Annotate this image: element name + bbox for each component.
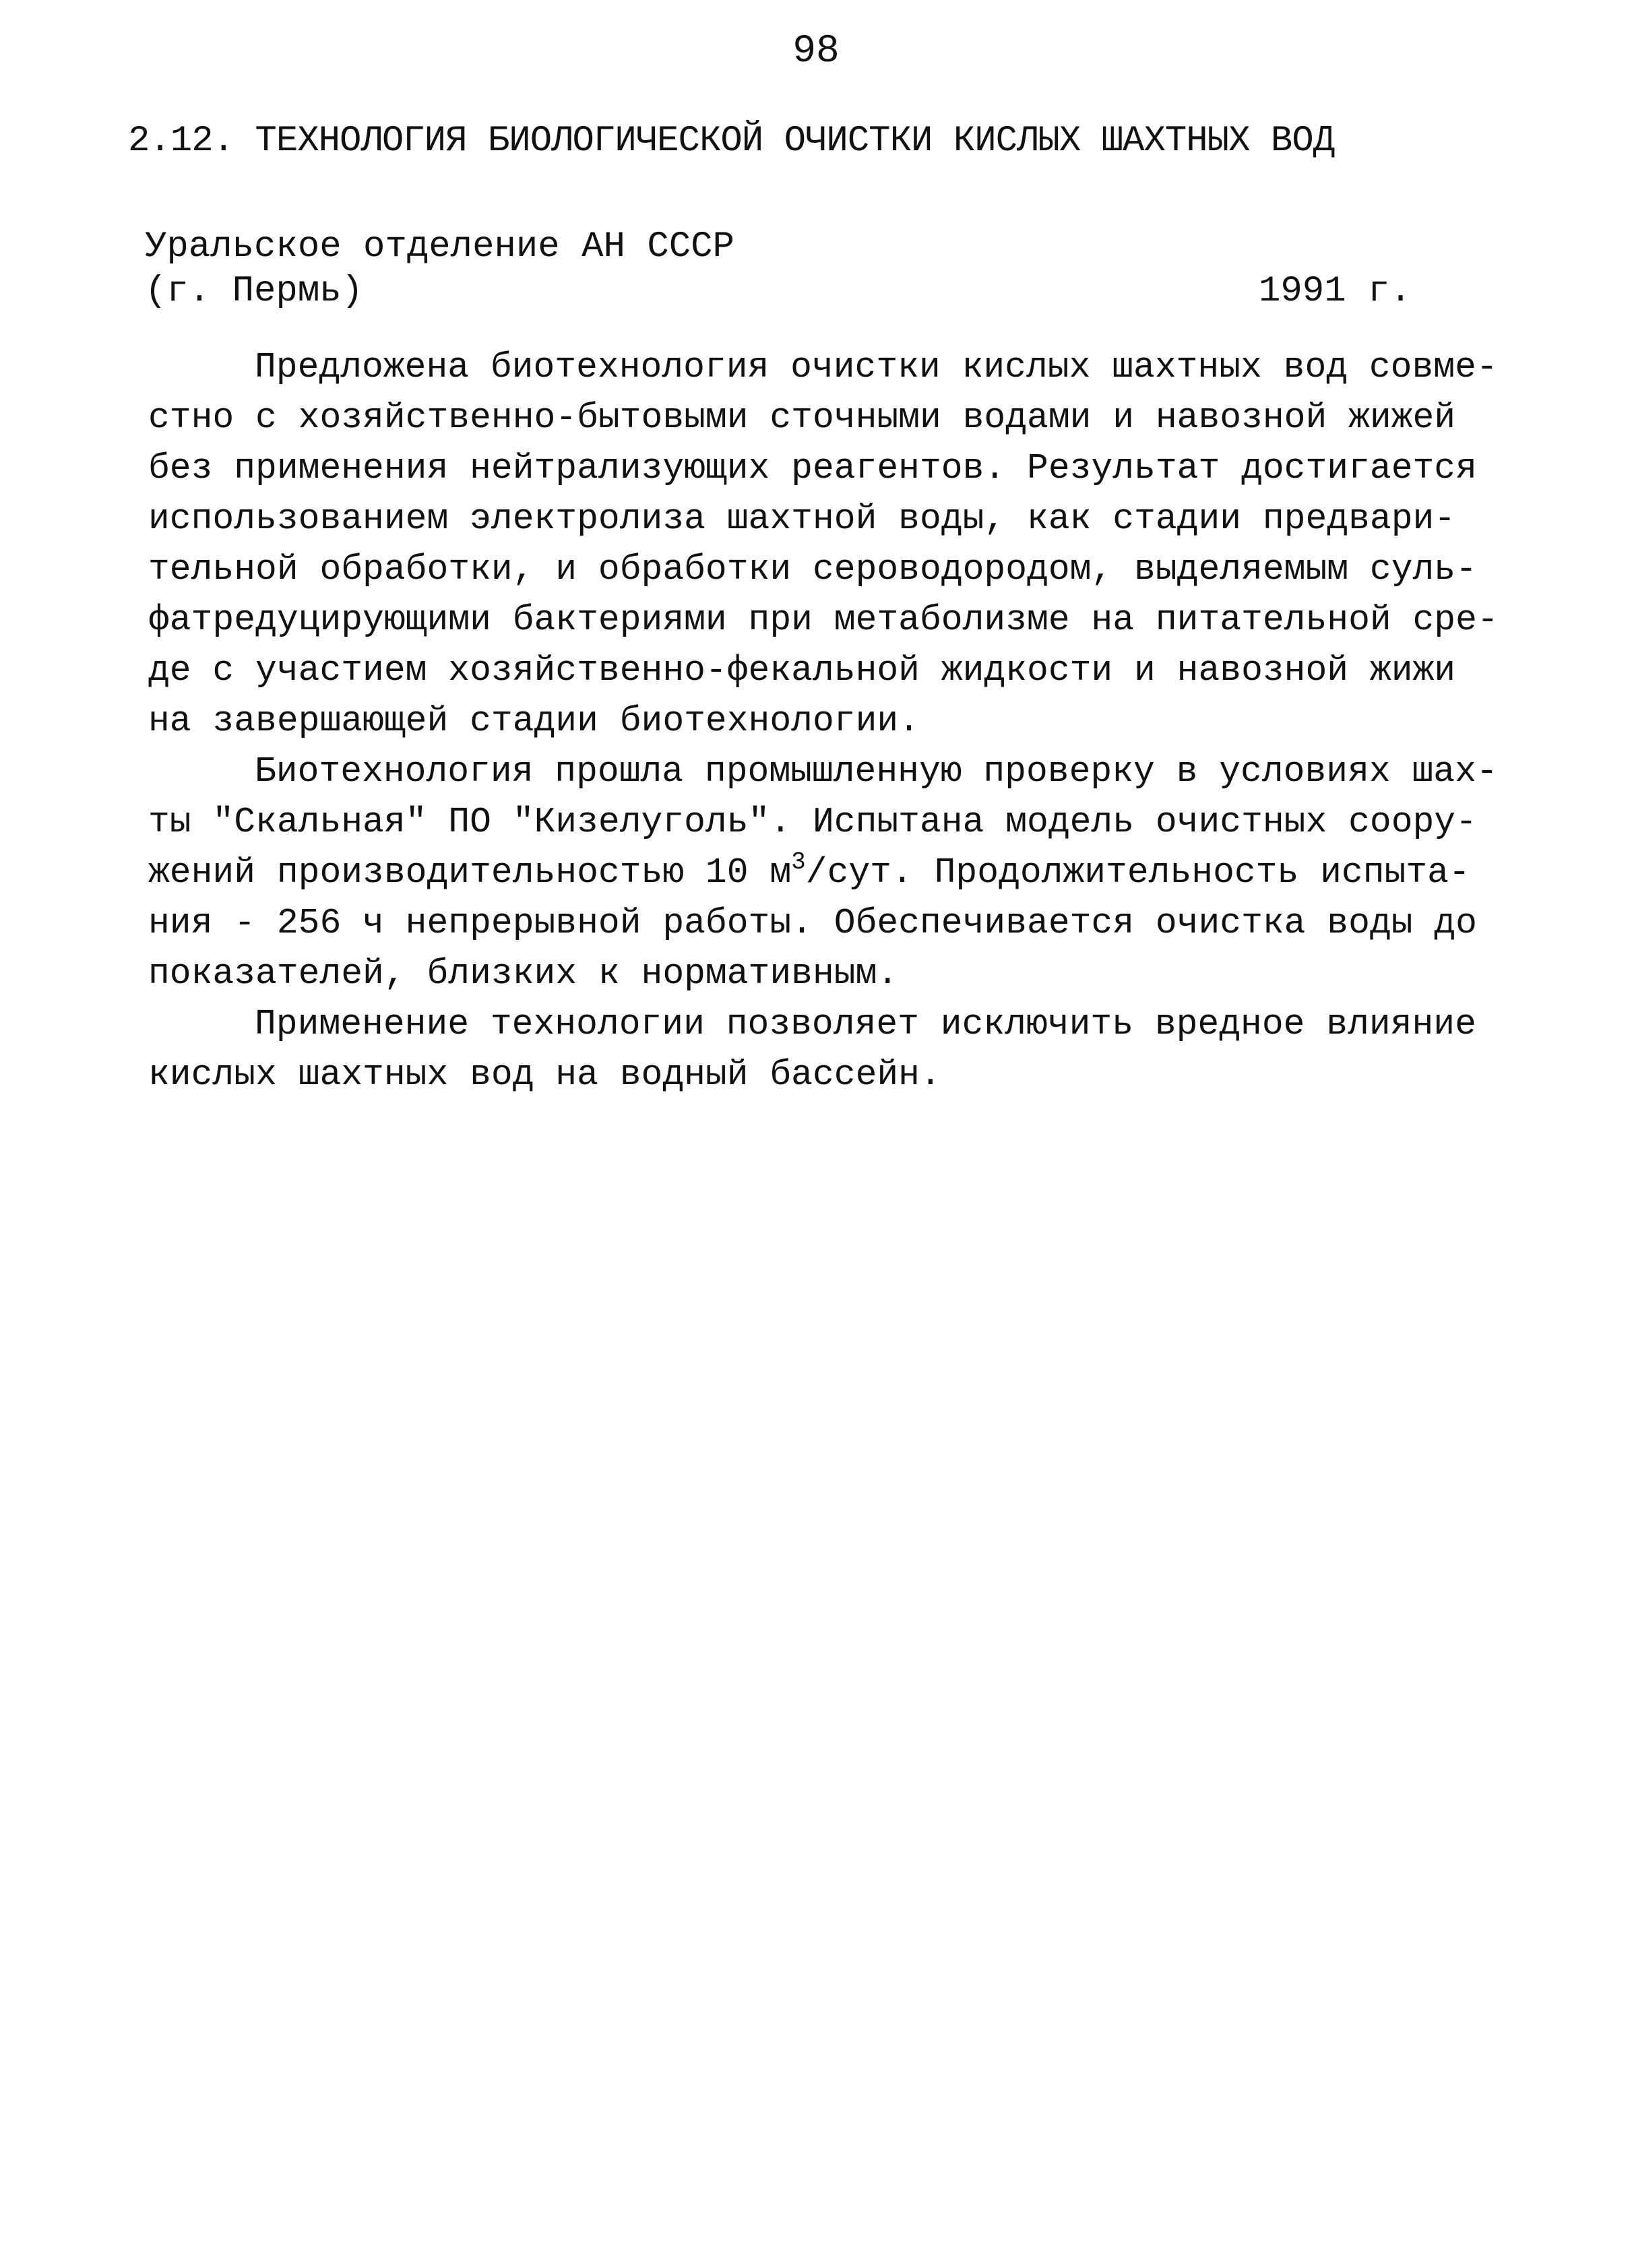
paragraph-3: [148, 999, 1503, 1100]
text-line: де с участием хозяйственно-фекальной жидкости и навозной жижи: [148, 650, 1456, 691]
publication-year: 1991 г.: [1259, 271, 1412, 312]
organization: Уральское отделение АН СССР: [145, 226, 734, 267]
text-line: показателей, близких к нормативным.: [148, 953, 899, 994]
paragraph-2: [148, 747, 1503, 999]
paragraph-1: [148, 342, 1503, 747]
text-line: без применения нейтрализующих реагентов. Результат достигается: [148, 448, 1477, 489]
text-line: Предложена биотехнология очистки кислых шахтных вод совме-: [255, 347, 1498, 387]
body-text: [148, 342, 1503, 1100]
superscript: 3: [791, 848, 806, 876]
text-line: стно с хозяйственно-бытовыми сточными водами и навозной жижей: [148, 398, 1456, 438]
text-line: тельной обработки, и обработки сероводородом, выделяемым суль-: [148, 549, 1477, 590]
section-heading: 2.12. ТЕХНОЛОГИЯ БИОЛОГИЧЕСКОЙ ОЧИСТКИ КИСЛЫХ ШАХТНЫХ ВОД: [128, 121, 1335, 162]
text-line: ния - 256 ч непрерывной работы. Обеспечивается очистка воды до: [148, 903, 1477, 943]
text-segment: жений производительностью 10 м: [148, 852, 792, 893]
text-line: Биотехнология прошла промышленную проверку в условиях шах-: [255, 751, 1498, 792]
text-line: использованием электролиза шахтной воды, как стадии предвари-: [148, 499, 1456, 539]
organization-city: (г. Пермь): [145, 271, 364, 312]
text-line: [148, 848, 1503, 898]
text-line: фатредуцирующими бактериями при метаболизме на питательной сре-: [148, 600, 1499, 640]
text-line: кислых шахтных вод на водный бассейн.: [148, 1054, 941, 1095]
text-segment: /сут. Продолжительность испыта-: [805, 852, 1470, 893]
page-number: 98: [792, 30, 840, 73]
text-line: на завершающей стадии биотехнологии.: [148, 701, 920, 741]
text-line: Применение технологии позволяет исключить вредное влияние: [255, 1004, 1476, 1044]
text-line: ты "Скальная" ПО "Кизелуголь". Испытана модель очистных соору-: [148, 802, 1477, 842]
